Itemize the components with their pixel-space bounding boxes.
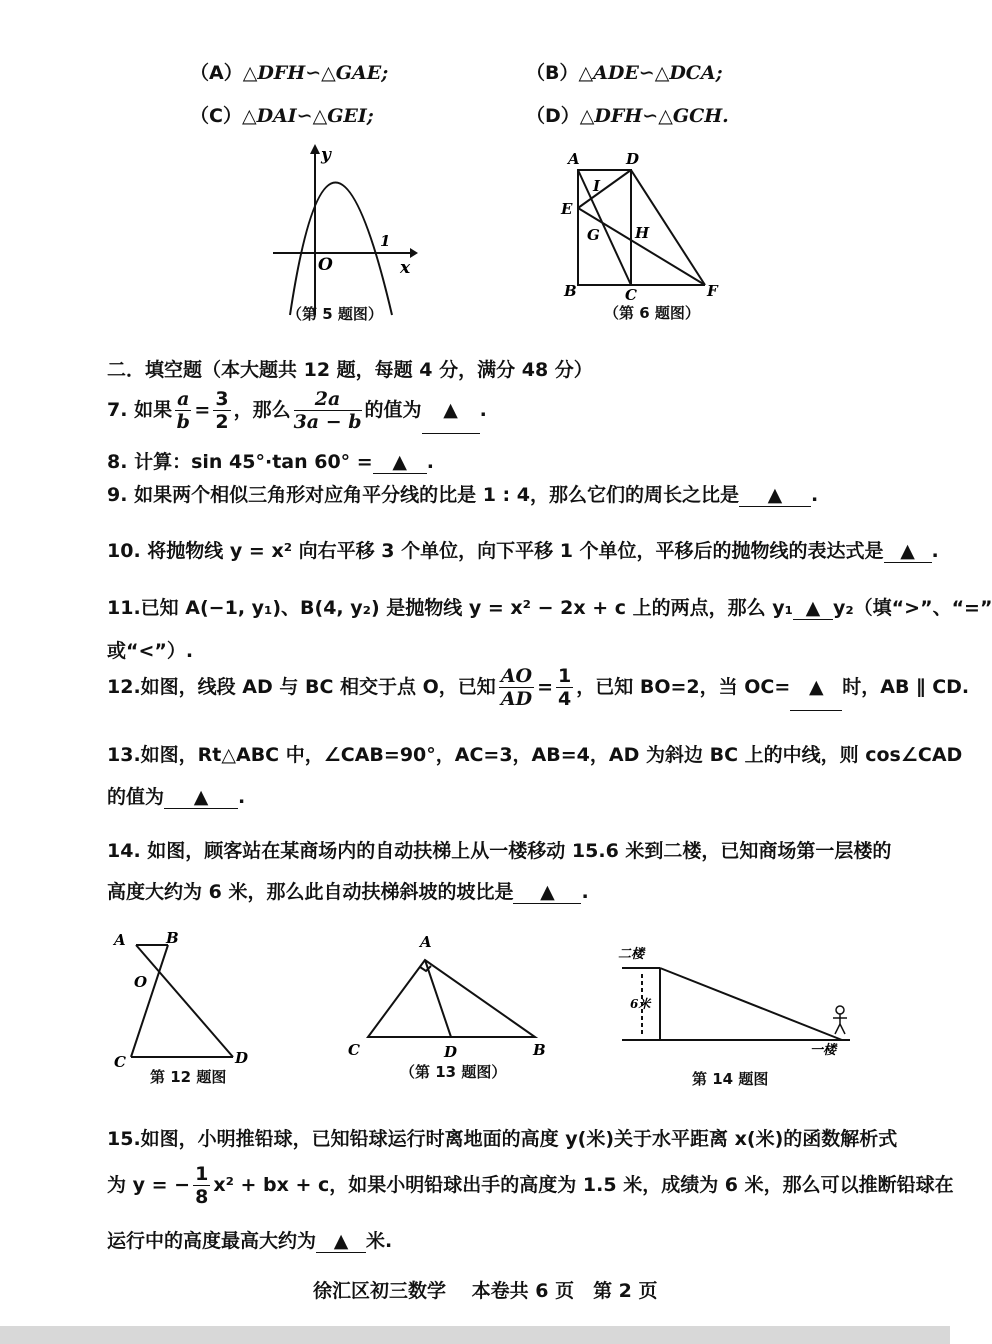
q14-text: 如图，顾客站在某商场内的自动扶梯上从一楼移动 15.6 米到二楼，已知商场第一层楼的 bbox=[147, 840, 892, 862]
q15-blank: ▲ bbox=[316, 1230, 366, 1253]
q12-post: 时，AB ∥ CD. bbox=[842, 676, 970, 698]
label-i: I bbox=[593, 177, 601, 195]
q12-number: 12. bbox=[107, 676, 141, 698]
q10-number: 10. bbox=[107, 540, 141, 562]
q9-number: 9. bbox=[107, 484, 128, 506]
q14-line2 bbox=[107, 877, 589, 904]
label-b: B bbox=[564, 282, 577, 300]
q15-end: 米. bbox=[366, 1230, 393, 1252]
figure-5-parabola bbox=[268, 140, 428, 330]
q15-line3 bbox=[107, 1226, 392, 1253]
label-d: D bbox=[444, 1043, 458, 1061]
choice-d bbox=[526, 101, 729, 128]
segment-ac bbox=[578, 170, 631, 285]
question-13 bbox=[107, 740, 962, 767]
label-h: H bbox=[635, 224, 650, 242]
q15-line3-text: 运行中的高度最高大约为 bbox=[107, 1230, 317, 1252]
q7-f3-num: 2a bbox=[294, 388, 362, 411]
q7-post: 的值为 bbox=[364, 399, 422, 421]
one-label: 1 bbox=[380, 232, 391, 250]
q11-post: y₂（填“>”、“=” bbox=[832, 597, 992, 619]
choice-c-text: △DAI∽△GEI; bbox=[241, 105, 374, 127]
label-o: O bbox=[134, 973, 148, 991]
choice-b bbox=[526, 58, 723, 85]
q12-f-num: AO bbox=[500, 665, 533, 687]
figure-12-crossing-segments bbox=[108, 925, 258, 1070]
q13-text: 如图，Rt△ABC 中，∠CAB=90°，AC=3，AB=4，AD 为斜边 BC 上的中线，则 cos∠CAD bbox=[140, 744, 963, 766]
q7-f1-num: a bbox=[177, 388, 190, 410]
page-footer: 徐汇区初三数学 本卷共 6 页 第 2 页 bbox=[313, 1280, 658, 1302]
label-a: A bbox=[568, 150, 580, 168]
q14-end: . bbox=[581, 881, 589, 903]
median-ad bbox=[425, 960, 451, 1037]
choice-c-label: （C） bbox=[190, 105, 242, 127]
label-d: D bbox=[235, 1049, 249, 1067]
choice-b-label: （B） bbox=[526, 62, 579, 84]
label-c: C bbox=[114, 1053, 126, 1071]
choice-a-text: △DFH∽△GAE; bbox=[242, 62, 389, 84]
q12-fraction-ao-ad bbox=[499, 665, 534, 710]
q15-f-num: 1 bbox=[195, 1163, 209, 1185]
x-label: x bbox=[400, 258, 411, 278]
fig13-caption: （第 13 题图） bbox=[400, 1063, 507, 1081]
q7-eq: = bbox=[194, 399, 211, 421]
q8-number: 8. bbox=[107, 451, 128, 473]
figure-13-right-triangle bbox=[340, 925, 560, 1065]
q7-fraction-3-2 bbox=[213, 388, 230, 433]
floor2-label: 二楼 bbox=[618, 947, 645, 962]
q8-end: . bbox=[426, 451, 434, 473]
q11-line2: 或“<”）. bbox=[107, 640, 194, 662]
q15-line1: 如图，小明推铅球，已知铅球运行时离地面的高度 y(米)关于水平距离 x(米)的函数解析式 bbox=[140, 1128, 898, 1150]
height-label: 6米 bbox=[630, 997, 651, 1011]
q13-line2 bbox=[107, 782, 245, 809]
q7-number: 7. bbox=[107, 399, 128, 421]
question-12 bbox=[107, 664, 969, 711]
q12-eq: = bbox=[537, 676, 554, 698]
q8-text: 计算：sin 45°·tan 60° = bbox=[134, 451, 373, 473]
figure-6-geometry bbox=[555, 148, 730, 308]
section-2-title: 二．填空题（本大题共 12 题，每题 4 分，满分 48 分） bbox=[107, 359, 593, 381]
q12-g-den: 4 bbox=[558, 688, 572, 710]
q12-mid: ，已知 BO=2，当 OC= bbox=[576, 676, 791, 698]
q7-f1-den: b bbox=[176, 411, 190, 433]
q13-blank: ▲ bbox=[164, 786, 238, 809]
label-b: B bbox=[533, 1041, 546, 1059]
q15-fraction-1-8 bbox=[193, 1163, 210, 1208]
q15-f-den: 8 bbox=[195, 1186, 209, 1208]
choice-b-text: △ADE∽△DCA; bbox=[578, 62, 723, 84]
label-a: A bbox=[420, 933, 432, 951]
q7-fraction-expr bbox=[294, 388, 362, 433]
q7-pre: 如果 bbox=[134, 399, 173, 421]
escalator-slope bbox=[660, 968, 842, 1040]
origin-label: O bbox=[318, 255, 333, 275]
question-15 bbox=[107, 1124, 897, 1151]
choice-d-text: △DFH∽△GCH. bbox=[579, 105, 729, 127]
q10-end: . bbox=[931, 540, 939, 562]
q14-blank: ▲ bbox=[513, 881, 581, 904]
label-b: B bbox=[166, 929, 179, 947]
q11-blank: ▲ bbox=[793, 597, 833, 620]
q13-end: . bbox=[238, 786, 246, 808]
choice-c bbox=[190, 101, 374, 128]
question-10 bbox=[107, 536, 939, 563]
label-f: F bbox=[707, 282, 718, 300]
q7-blank: ▲ bbox=[422, 387, 480, 434]
q12-pre: 如图，线段 AD 与 BC 相交于点 O，已知 bbox=[140, 676, 496, 698]
fig14-caption: 第 14 题图 bbox=[692, 1070, 769, 1088]
q14-number: 14. bbox=[107, 840, 141, 862]
label-a: A bbox=[114, 931, 126, 949]
scan-edge bbox=[0, 1326, 950, 1344]
q15-post2: x² + bx + c，如果小明铅球出手的高度为 1.5 米，成绩为 6 米，那么可以推断铅球在 bbox=[213, 1174, 954, 1196]
q11-pre: 已知 A(−1, y₁)、B(4, y₂) 是抛物线 y = x² − 2x + c 上的两点，那么 y₁ bbox=[140, 597, 793, 619]
fig12-caption: 第 12 题图 bbox=[150, 1068, 227, 1086]
q10-text: 将抛物线 y = x² 向右平移 3 个单位，向下平移 1 个单位，平移后的抛物线的表达式是 bbox=[147, 540, 884, 562]
person-icon bbox=[833, 1006, 847, 1034]
q10-blank: ▲ bbox=[884, 540, 932, 563]
label-e: E bbox=[561, 200, 573, 218]
q15-line2 bbox=[107, 1162, 954, 1208]
q12-g-num: 1 bbox=[558, 665, 572, 687]
q9-text: 如果两个相似三角形对应角平分线的比是 1 : 4，那么它们的周长之比是 bbox=[134, 484, 739, 506]
question-11 bbox=[107, 593, 992, 620]
q13-line2-text: 的值为 bbox=[107, 786, 165, 808]
q12-f-den: AD bbox=[500, 688, 533, 710]
triangle-abc bbox=[368, 960, 535, 1037]
choice-a-label: （A） bbox=[190, 62, 243, 84]
question-9 bbox=[107, 480, 818, 507]
q7-f2-num: 3 bbox=[215, 388, 229, 410]
label-c: C bbox=[625, 286, 637, 304]
parabola-curve bbox=[290, 183, 392, 316]
y-axis-arrow bbox=[310, 144, 320, 154]
y-label: y bbox=[321, 145, 331, 165]
q8-blank: ▲ bbox=[373, 451, 427, 474]
question-7 bbox=[107, 387, 487, 434]
q13-number: 13. bbox=[107, 744, 141, 766]
x-axis-arrow bbox=[410, 248, 418, 258]
fig6-caption: （第 6 题图） bbox=[604, 304, 700, 322]
q9-blank: ▲ bbox=[739, 484, 811, 507]
choice-a bbox=[190, 58, 388, 85]
segment-ef bbox=[578, 208, 705, 285]
q7-f3-den: 3a − b bbox=[293, 411, 362, 433]
label-g: G bbox=[587, 226, 600, 244]
q15-number: 15. bbox=[107, 1128, 141, 1150]
q9-end: . bbox=[810, 484, 819, 506]
q11-number: 11. bbox=[107, 597, 141, 619]
q14-line2-text: 高度大约为 6 米，那么此自动扶梯斜坡的坡比是 bbox=[107, 881, 514, 903]
q7-end: . bbox=[479, 399, 487, 421]
question-14 bbox=[107, 836, 891, 863]
label-c: C bbox=[348, 1041, 360, 1059]
q12-blank: ▲ bbox=[790, 664, 842, 711]
q7-mid: ，那么 bbox=[233, 399, 291, 421]
floor1-label: 一楼 bbox=[810, 1043, 837, 1058]
q7-f2-den: 2 bbox=[215, 411, 229, 433]
q7-fraction-a-b bbox=[175, 388, 191, 433]
q12-fraction-1-4 bbox=[556, 665, 573, 710]
label-d: D bbox=[626, 150, 640, 168]
choice-d-label: （D） bbox=[526, 105, 580, 127]
q15-pre2: 为 y = − bbox=[107, 1174, 191, 1196]
figure-14-escalator bbox=[610, 938, 860, 1058]
question-8 bbox=[107, 447, 434, 474]
fig5-caption: （第 5 题图） bbox=[287, 305, 383, 323]
